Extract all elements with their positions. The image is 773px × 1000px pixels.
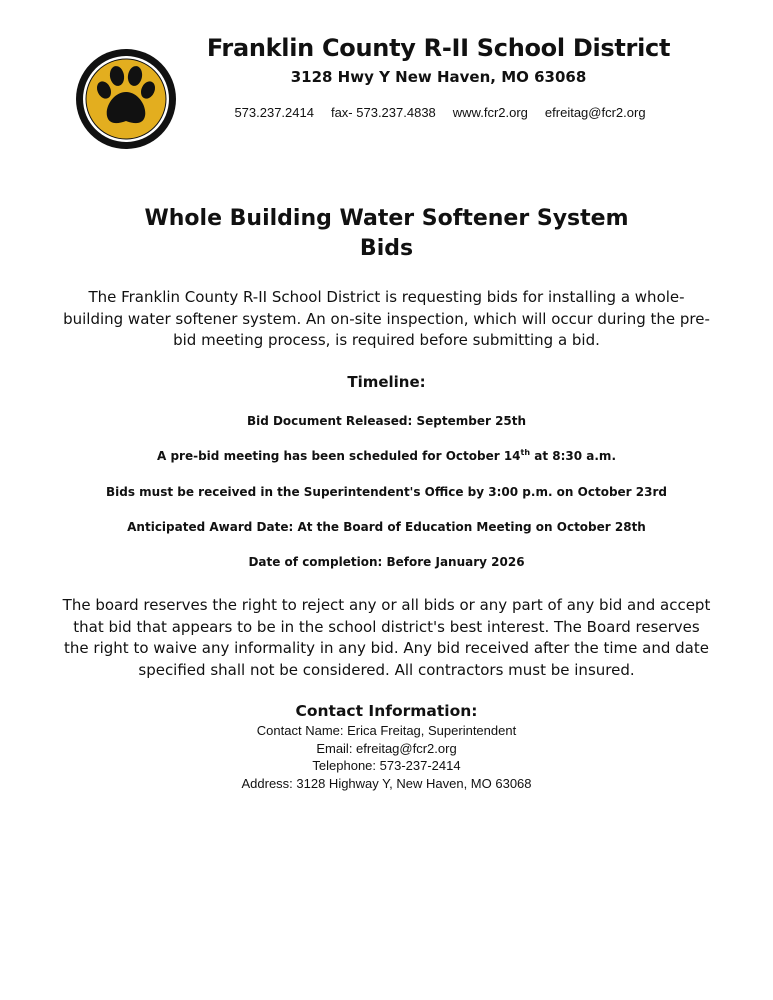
website-link[interactable]: www.fcr2.org — [452, 105, 528, 120]
phone-number: 573.237.2414 — [234, 105, 314, 120]
email-link[interactable]: efreitag@fcr2.org — [544, 105, 646, 120]
terms-paragraph: The board reserves the right to reject any or all bids or any part of any bid and accept that bid that appears to be in the school district's best interest. The Board reserves the right to waive any informality in any bid. Any bid received after the time and date specified shall not be considered. All contractors must be insured. — [62, 596, 711, 679]
prebid-ordinal: th — [520, 448, 531, 457]
timeline-released: Bid Document Released: September 25th — [246, 414, 527, 428]
contact-address: Address: 3128 Highway Y, New Haven, MO 63068 — [241, 775, 532, 791]
paw-print-icon — [73, 46, 179, 152]
prebid-time: at 8:30 a.m. — [530, 449, 616, 463]
contact-line — [190, 105, 690, 120]
contact-telephone: Telephone: 573-237-2414 — [312, 758, 461, 773]
contact-block — [100, 722, 673, 792]
timeline-completion: Date of completion: Before January 2026 — [248, 555, 525, 569]
contact-name: Contact Name: Erica Freitag, Superintendent — [256, 723, 517, 738]
district-logo — [73, 46, 179, 152]
contact-heading: Contact Information: — [295, 702, 478, 720]
timeline-deadline: Bids must be received in the Superintendent's Office by 3:00 p.m. on October 23rd — [106, 485, 667, 499]
district-name: Franklin County R-II School District — [206, 34, 671, 62]
title-line-1: Whole Building Water Softener System — [144, 206, 629, 231]
timeline-heading: Timeline: — [347, 373, 426, 391]
district-address: 3128 Hwy Y New Haven, MO 63068 — [290, 68, 587, 86]
document-title — [100, 204, 673, 264]
timeline-prebid — [60, 448, 713, 463]
timeline-award: Anticipated Award Date: At the Board of Education Meeting on October 28th — [127, 520, 646, 534]
title-line-2: Bids — [359, 236, 414, 261]
fax-number: fax- 573.237.4838 — [330, 105, 436, 120]
contact-email[interactable]: Email: efreitag@fcr2.org — [316, 740, 457, 756]
prebid-text: A pre-bid meeting has been scheduled for October 14 — [157, 449, 521, 463]
intro-paragraph: The Franklin County R-II School District is requesting bids for installing a whole-building water softener system. An on-site inspection, which will occur during the pre-bid meeting process, is required before submitting a bid. — [63, 288, 710, 349]
